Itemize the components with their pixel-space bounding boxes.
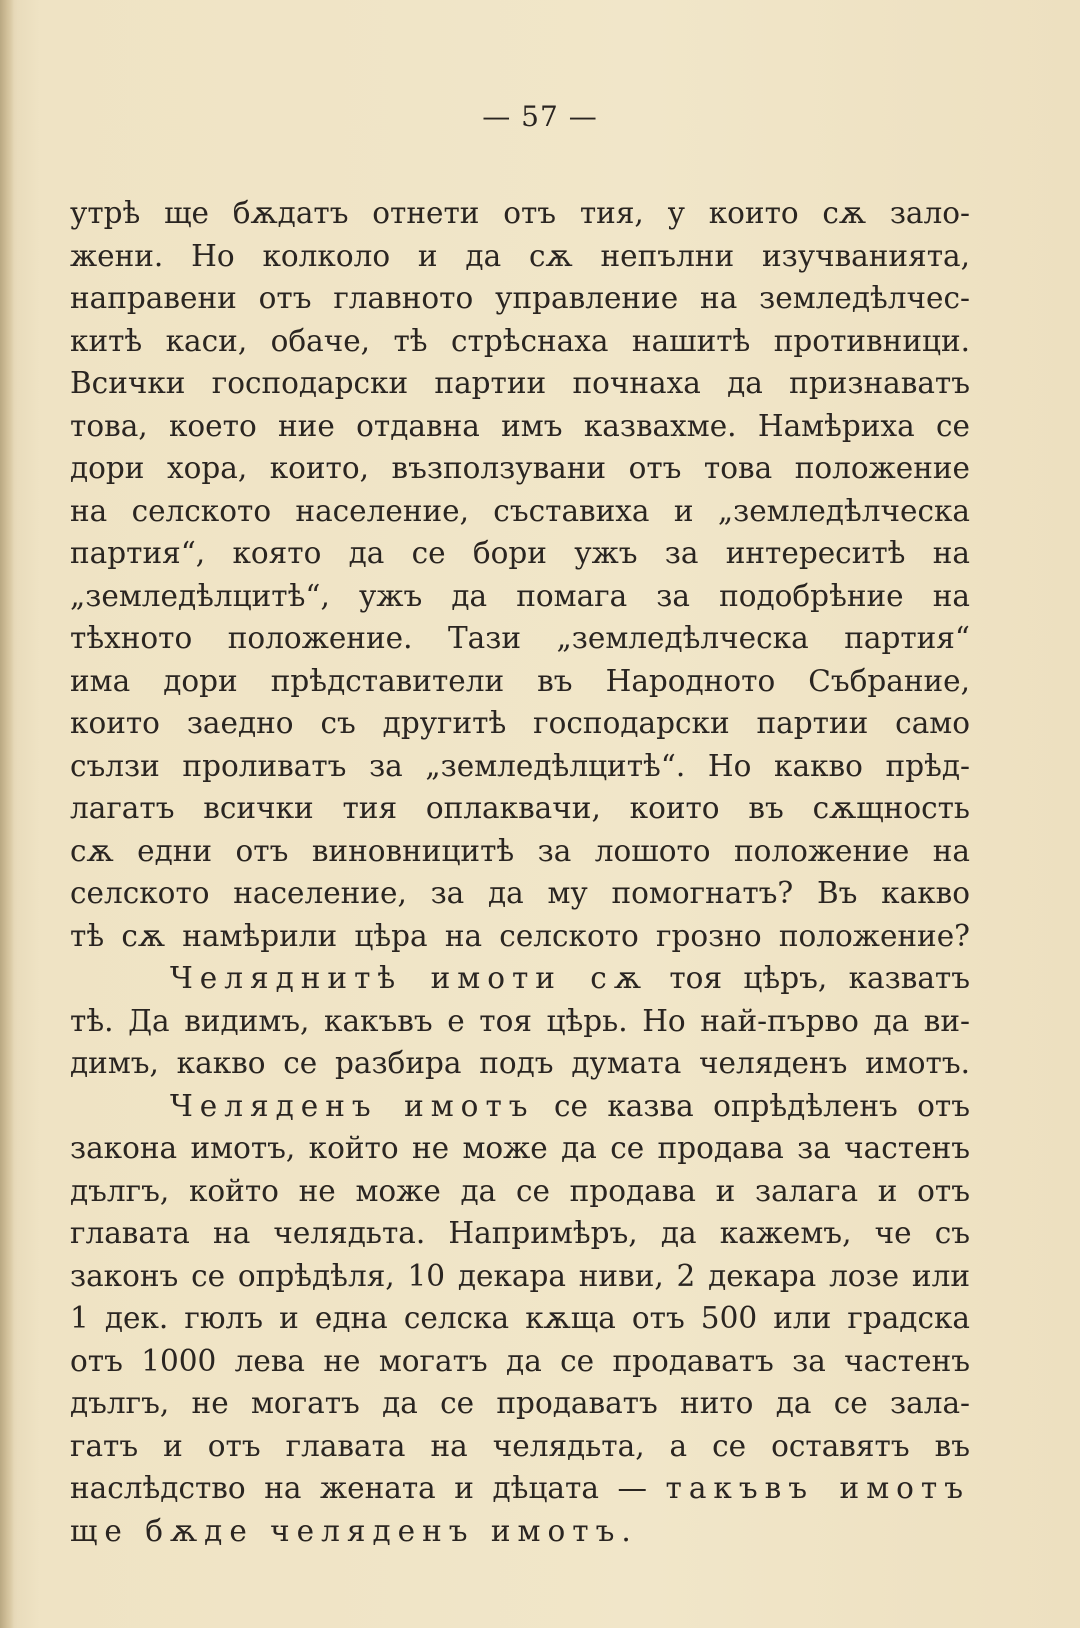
closing-line: [70, 1510, 970, 1553]
text-line: сѫ едни отъ виновницитѣ за лошото положение на: [70, 833, 970, 868]
text-line: лагатъ всички тия оплаквачи, които въ сѫщность: [70, 791, 970, 825]
emphasized-term: такъвъ имотъ: [665, 1471, 970, 1505]
text-line: на селското население, съставиха и „земледѣлческа: [70, 493, 970, 528]
paragraph-start-line: [70, 1085, 970, 1128]
text-line: дългъ, който не може да се продава и залага и отъ: [70, 1173, 970, 1208]
text-line: тѣхното положение. Тази „земледѣлческа партия“: [70, 621, 970, 655]
text-line: 1 дек. гюлъ и една селска кѫща отъ 500 или градска: [70, 1301, 970, 1335]
text-line: направени отъ главното управление на земледѣлчес-: [70, 281, 970, 315]
text-line: това, което ние отдавна имъ казвахме. Намѣриха се: [70, 408, 970, 443]
text-fragment: се казва опрѣдѣленъ отъ: [534, 1088, 971, 1123]
text-line: селското население, за да му помогнатъ? Въ какво: [70, 876, 970, 910]
binding-edge: [0, 0, 14, 1628]
text-line: дългъ, не могатъ да се продаватъ нито да се зала-: [70, 1386, 970, 1420]
emphasized-term: Челяднитѣ имоти сѫ: [170, 961, 648, 995]
body-text: [70, 192, 970, 1552]
text-line: има дори прѣдставители въ Народното Събрание,: [70, 663, 970, 698]
text-line: които заедно съ другитѣ господарски партии само: [70, 706, 970, 740]
text-line: отъ 1000 лева не могатъ да се продаватъ за частенъ: [70, 1343, 970, 1378]
text-line: дори хора, които, възползувани отъ това положение: [70, 451, 970, 485]
text-line: гатъ и отъ главата на челядьта, а се оставятъ въ: [70, 1428, 970, 1463]
paragraph-start-line: [70, 957, 970, 1000]
text-line: жени. Но колколо и да сѫ непълни изучванията,: [70, 238, 970, 273]
text-fragment: наслѣдство на жената и дѣцата —: [70, 1471, 666, 1505]
text-line: Всички господарски партии почнаха да признаватъ: [70, 366, 970, 400]
emphasized-term: Челяденъ имотъ: [170, 1088, 535, 1123]
text-line: утрѣ ще бѫдатъ отнети отъ тия, у които сѫ зало-: [70, 196, 970, 230]
text-line: „земледѣлцитѣ“, ужъ да помага за подобрѣние на: [70, 578, 970, 613]
emphasized-term: ще бѫде челяденъ имотъ.: [70, 1513, 638, 1548]
text-line: сълзи проливатъ за „земледѣлцитѣ“. Но какво прѣд-: [70, 748, 970, 783]
text-line: китѣ каси, обаче, тѣ стрѣснаха нашитѣ противници.: [70, 323, 970, 358]
text-line: законъ се опрѣдѣля, 10 декара ниви, 2 декара лозе или: [70, 1258, 970, 1293]
text-line: закона имотъ, който не може да се продава за частенъ: [70, 1131, 970, 1165]
text-line: тѣ сѫ намѣрили цѣра на селското грозно положение?: [70, 918, 970, 953]
text-fragment: тоя цѣръ, казватъ: [647, 961, 970, 995]
text-line: главата на челядьта. Напримѣръ, да кажемъ, че съ: [70, 1216, 970, 1250]
text-line: [70, 1467, 970, 1510]
text-line: димъ, какво се разбира подъ думата челяденъ имотъ.: [70, 1046, 970, 1080]
text-line: партия“, която да се бори ужъ за интереситѣ на: [70, 536, 970, 570]
page-number: — 57 —: [482, 100, 598, 133]
text-line: тѣ. Да видимъ, какъвъ е тоя цѣрь. Но най-първо да ви-: [70, 1003, 970, 1038]
